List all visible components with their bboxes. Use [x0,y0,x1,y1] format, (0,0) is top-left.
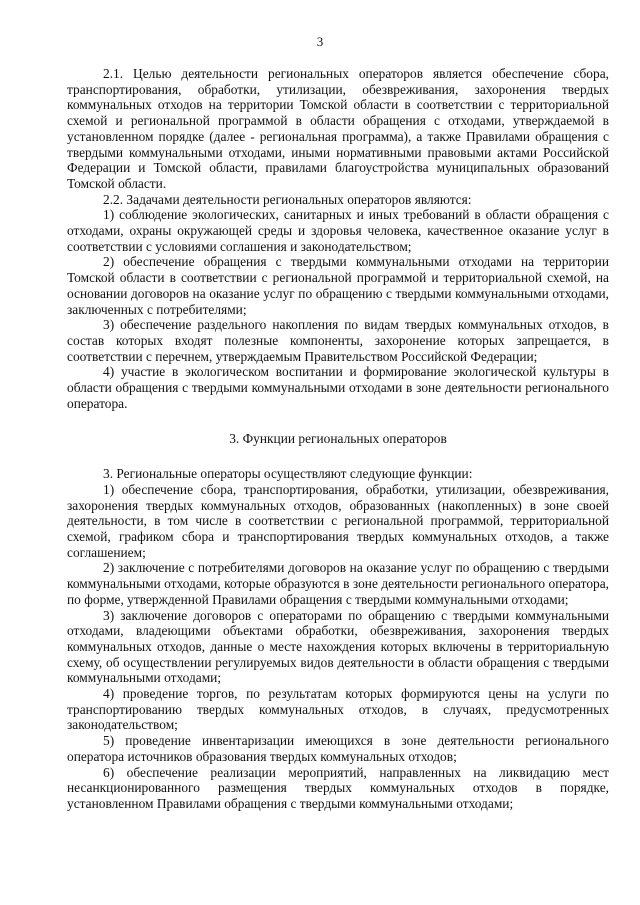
paragraph-2-2: 2.2. Задачами деятельности региональных операторов являются: [103,191,472,207]
document-body [67,66,609,812]
section-heading: 3. Функции региональных операторов [229,431,447,447]
task-item-4: 4) участие в экологическом воспитании и формирование экологической культуры в области обращения с твердыми коммунальными отходами в зоне деятельности регионального оператора. [67,364,609,411]
page-number: 3 [316,34,324,49]
paragraph-2-1: 2.1. Целью деятельности региональных операторов является обеспечение сбора, транспортирования, обработки, утилизации, обезвреживания, захоронения твердых коммунальных отходов на территории Томской области в соответствии с территориальной схемой и региональной программой в области обращения с отходами, утверждаемой в установленном порядке (далее - региональная программа), а также Правилами обращения с твердыми коммунальными отходами, иными нормативными правовыми актами Российской Федерации и Томской области, правилами благоустройства муниципальных образований Томской области. [67,66,609,191]
function-item-1: 1) обеспечение сбора, транспортирования, обработки, утилизации, обезвреживания, захоронения твердых коммунальных отходов, образованных (накопленных) в зоне своей деятельности, в том числе в соответствии с региональной программой, территориальной схемой, графиком сбора и транспортирования твердых коммунальных отходов, а также соглашением; [67,481,609,560]
function-item-2: 2) заключение с потребителями договоров на оказание услуг по обращению с твердыми коммунальными отходами, которые образуются в зоне деятельности регионального оператора, по форме, утвержденной Правилами обращения с твердыми коммунальными отходами; [67,560,609,607]
task-item-3: 3) обеспечение раздельного накопления по видам твердых коммунальных отходов, в состав которых входят полезные компоненты, захоронение которых запрещается, в соответствии с перечнем, утверждаемым Правительством Российской Федерации; [67,317,609,364]
paragraph-3: 3. Региональные операторы осуществляют следующие функции: [103,466,473,482]
function-item-6: 6) обеспечение реализации мероприятий, направленных на ликвидацию мест несанкционированного размещения твердых коммунальных отходов в порядке, установленном Правилами обращения с твердыми коммунальными отходами; [67,764,609,811]
task-item-2: 2) обеспечение обращения с твердыми коммунальными отходами на территории Томской области в соответствии с региональной программой и территориальной схемой, на основании договоров на оказание услуг по обращению с твердыми коммунальными отходами, заключенных с потребителями; [67,254,609,317]
function-item-4: 4) проведение торгов, по результатам которых формируются цены на услуги по транспортированию твердых коммунальных отходов, в случаях, предусмотренных законодательством; [67,686,609,733]
function-item-3: 3) заключение договоров с операторами по обращению с твердыми коммунальными отходами, владеющими объектами обработки, обезвреживания, захоронения твердых коммунальных отходов, данные о месте нахождения которых включены в территориальную схему, об осуществлении регулируемых видов деятельности в области обращения с твердыми коммунальными отходами; [67,607,609,686]
task-item-1: 1) соблюдение экологических, санитарных и иных требований в области обращения с отходами, охраны окружающей среды и здоровья человека, качественное оказание услуг в соответствии с условиями соглашения и законодательством; [67,207,609,254]
function-item-5: 5) проведение инвентаризации имеющихся в зоне деятельности регионального оператора источников образования твердых коммунальных отходов; [67,733,609,764]
